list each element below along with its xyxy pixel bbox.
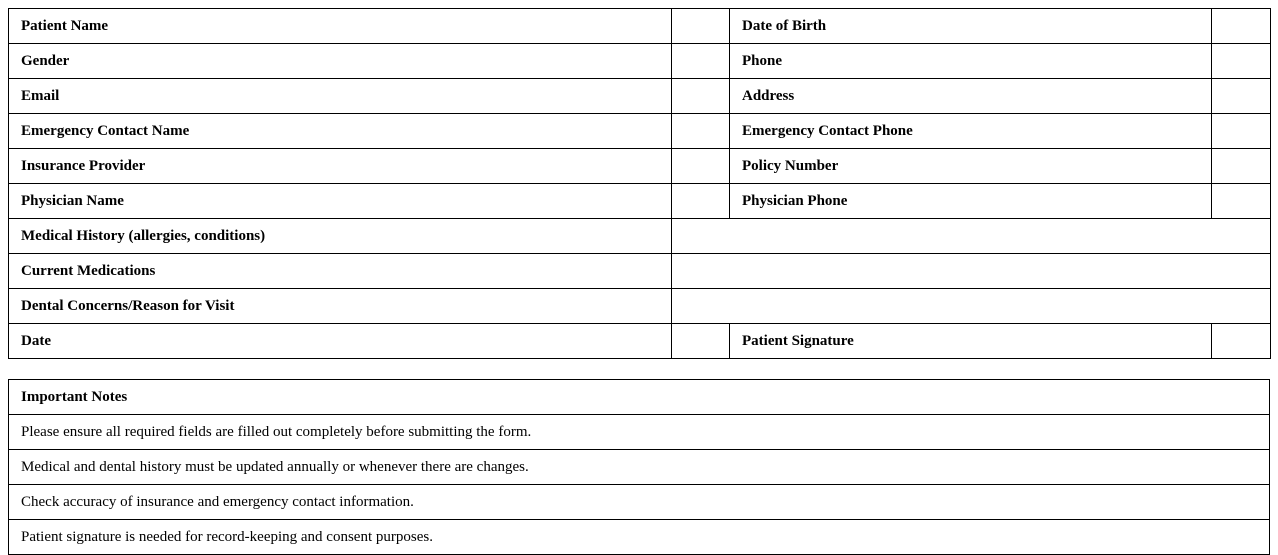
- address-label: Address: [730, 79, 1212, 114]
- form-row: [9, 79, 1271, 114]
- current-medications-label: Current Medications: [9, 254, 672, 289]
- important-notes-title: Important Notes: [9, 380, 1270, 415]
- emergency-contact-phone-field[interactable]: [1212, 114, 1271, 149]
- policy-number-field[interactable]: [1212, 149, 1271, 184]
- date-of-birth-field[interactable]: [1212, 9, 1271, 44]
- note-signature-needed: Patient signature is needed for record-keeping and consent purposes.: [9, 520, 1270, 555]
- note-required-fields: Please ensure all required fields are filled out completely before submitting the form.: [9, 415, 1270, 450]
- emergency-contact-phone-label: Emergency Contact Phone: [730, 114, 1212, 149]
- notes-header-row: [9, 380, 1270, 415]
- list-item: [9, 485, 1270, 520]
- date-field[interactable]: [672, 324, 730, 359]
- patient-info-form: [8, 8, 1271, 359]
- patient-signature-field[interactable]: [1212, 324, 1271, 359]
- note-history-update: Medical and dental history must be updated annually or whenever there are changes.: [9, 450, 1270, 485]
- form-row: [9, 149, 1271, 184]
- list-item: [9, 450, 1270, 485]
- list-item: [9, 520, 1270, 555]
- form-row: [9, 44, 1271, 79]
- insurance-provider-label: Insurance Provider: [9, 149, 672, 184]
- phone-label: Phone: [730, 44, 1212, 79]
- form-row: [9, 324, 1271, 359]
- form-row: [9, 9, 1271, 44]
- important-notes-table: [8, 379, 1270, 555]
- note-check-accuracy: Check accuracy of insurance and emergency contact information.: [9, 485, 1270, 520]
- gender-label: Gender: [9, 44, 672, 79]
- email-field[interactable]: [672, 79, 730, 114]
- patient-signature-label: Patient Signature: [730, 324, 1212, 359]
- date-label: Date: [9, 324, 672, 359]
- dental-concerns-field[interactable]: [672, 289, 1271, 324]
- policy-number-label: Policy Number: [730, 149, 1212, 184]
- medical-history-field[interactable]: [672, 219, 1271, 254]
- physician-name-label: Physician Name: [9, 184, 672, 219]
- list-item: [9, 415, 1270, 450]
- insurance-provider-field[interactable]: [672, 149, 730, 184]
- email-label: Email: [9, 79, 672, 114]
- patient-name-label: Patient Name: [9, 9, 672, 44]
- form-row: [9, 254, 1271, 289]
- address-field[interactable]: [1212, 79, 1271, 114]
- emergency-contact-name-field[interactable]: [672, 114, 730, 149]
- phone-field[interactable]: [1212, 44, 1271, 79]
- current-medications-field[interactable]: [672, 254, 1271, 289]
- physician-phone-field[interactable]: [1212, 184, 1271, 219]
- form-row: [9, 219, 1271, 254]
- date-of-birth-label: Date of Birth: [730, 9, 1212, 44]
- dental-concerns-label: Dental Concerns/Reason for Visit: [9, 289, 672, 324]
- medical-history-label: Medical History (allergies, conditions): [9, 219, 672, 254]
- physician-phone-label: Physician Phone: [730, 184, 1212, 219]
- form-row: [9, 184, 1271, 219]
- patient-name-field[interactable]: [672, 9, 730, 44]
- emergency-contact-name-label: Emergency Contact Name: [9, 114, 672, 149]
- form-row: [9, 114, 1271, 149]
- form-row: [9, 289, 1271, 324]
- gender-field[interactable]: [672, 44, 730, 79]
- physician-name-field[interactable]: [672, 184, 730, 219]
